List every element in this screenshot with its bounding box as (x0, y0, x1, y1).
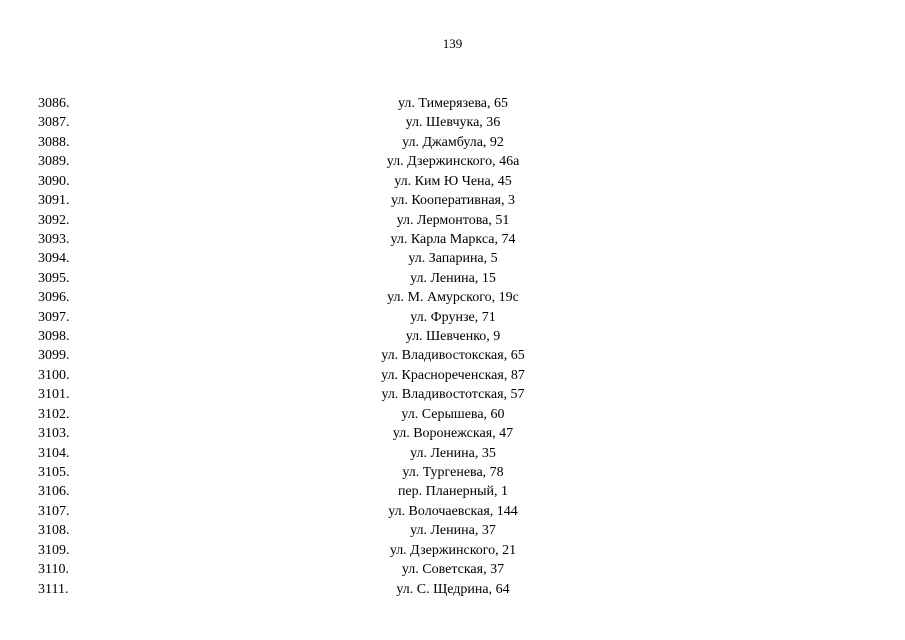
row-number: 3099. (38, 348, 70, 364)
row-address: ул. Дзержинского, 21 (389, 542, 517, 558)
list-item (0, 249, 905, 268)
list-item (0, 521, 905, 540)
row-address: пер. Планерный, 1 (397, 484, 509, 500)
list-item (0, 269, 905, 288)
row-number: 3109. (38, 542, 70, 558)
list-item (0, 172, 905, 191)
row-address: ул. Шевчука, 36 (405, 115, 501, 131)
row-number: 3092. (38, 212, 70, 228)
row-number: 3090. (38, 173, 70, 189)
row-number: 3100. (38, 367, 70, 383)
row-number: 3091. (38, 193, 70, 209)
list-item (0, 580, 905, 599)
row-number: 3086. (38, 96, 70, 111)
row-address: ул. Фрунзе, 71 (410, 309, 496, 325)
list-item (0, 327, 905, 346)
row-number: 3111. (38, 581, 69, 597)
list-item (0, 191, 905, 210)
row-number: 3110. (38, 562, 69, 578)
row-address: ул. Ленина, 35 (410, 445, 496, 461)
row-number: 3096. (38, 290, 70, 306)
list-item (0, 444, 905, 463)
row-address: ул. Ленина, 15 (410, 270, 496, 286)
row-number: 3095. (38, 270, 70, 286)
list-item (0, 308, 905, 327)
row-address: ул. Тимерязева, 65 (398, 96, 508, 111)
list-item (0, 133, 905, 152)
row-address: ул. Джамбула, 92 (402, 134, 504, 150)
row-number: 3101. (38, 387, 70, 403)
row-address: ул. Владивостокская, 65 (381, 348, 525, 364)
list-item (0, 560, 905, 579)
list-item (0, 385, 905, 404)
row-number: 3094. (38, 251, 70, 267)
row-address: ул. Владивостотская, 57 (381, 387, 525, 403)
row-number: 3106. (38, 484, 70, 500)
list-item (0, 211, 905, 230)
row-number: 3087. (38, 115, 70, 131)
list-item (0, 288, 905, 307)
address-list (0, 94, 905, 599)
row-number: 3089. (38, 154, 70, 170)
row-number: 3105. (38, 465, 70, 481)
row-address: ул. Дзержинского, 46а (386, 154, 520, 170)
list-item (0, 541, 905, 560)
row-number: 3097. (38, 309, 70, 325)
row-address: ул. Волочаевская, 144 (388, 503, 518, 519)
list-item (0, 424, 905, 443)
row-address: ул. Запарина, 5 (408, 251, 498, 267)
row-address: ул. Кооперативная, 3 (391, 193, 515, 209)
row-address: ул. Ленина, 37 (410, 523, 496, 539)
list-item (0, 113, 905, 132)
row-address: ул. Советская, 37 (401, 562, 505, 578)
row-number: 3102. (38, 406, 70, 422)
list-item (0, 94, 905, 113)
row-number: 3108. (38, 523, 70, 539)
list-item (0, 463, 905, 482)
page-number: 139 (442, 36, 463, 51)
list-item (0, 152, 905, 171)
row-address: ул. Шевченко, 9 (405, 329, 501, 345)
row-number: 3093. (38, 231, 70, 247)
row-number: 3107. (38, 503, 70, 519)
row-address: ул. Лермонтова, 51 (396, 212, 510, 228)
list-item (0, 346, 905, 365)
row-address: ул. С. Щедрина, 64 (396, 581, 510, 597)
row-number: 3098. (38, 329, 70, 345)
list-item (0, 366, 905, 385)
list-item (0, 482, 905, 501)
list-item (0, 502, 905, 521)
row-number: 3088. (38, 134, 70, 150)
row-address: ул. Ким Ю Чена, 45 (394, 173, 512, 189)
list-item (0, 230, 905, 249)
row-address: ул. М. Амурского, 19с (387, 290, 519, 306)
row-address: ул. Краснореченская, 87 (381, 367, 525, 383)
row-address: ул. Тургенева, 78 (402, 465, 504, 481)
row-address: ул. Серышева, 60 (401, 406, 505, 422)
list-item (0, 405, 905, 424)
row-number: 3104. (38, 445, 70, 461)
row-number: 3103. (38, 426, 70, 442)
row-address: ул. Воронежская, 47 (392, 426, 514, 442)
row-address: ул. Карла Маркса, 74 (390, 231, 516, 247)
